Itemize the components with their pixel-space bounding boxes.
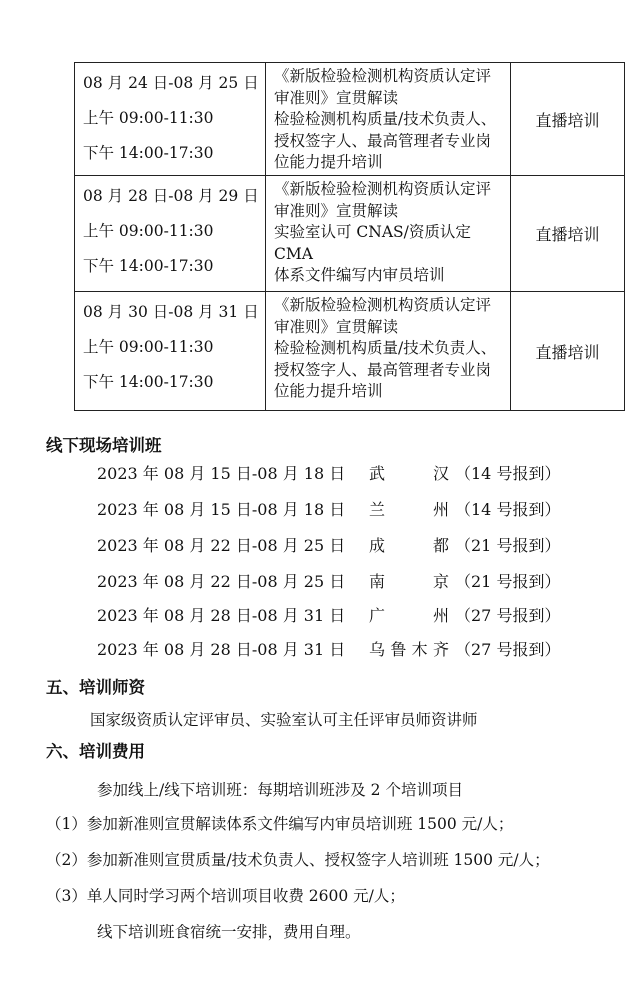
offline-session-row (97, 530, 567, 562)
session-afternoon: 下午 14:00-17:30 (83, 144, 214, 162)
offline-session-city: 乌鲁木齐 (369, 640, 449, 659)
content-line: 《新版检验检测机构资质认定评 (274, 296, 492, 314)
offline-session-row (97, 600, 567, 632)
offline-session-date: 2023 年 08 月 28 日-08 月 31 日 (97, 640, 346, 659)
offline-session-date: 2023 年 08 月 15 日-08 月 18 日 (97, 464, 346, 483)
fee-item: （2）参加新准则宣贯质量/技术负责人、授权签字人培训班 1500 元/人； (46, 851, 550, 869)
section-heading-fees: 六、培训费用 (46, 742, 145, 761)
session-date: 08 月 30 日-08 月 31 日 (83, 303, 259, 321)
session-time-cell (75, 176, 266, 292)
content-line: 位能力提升培训 (274, 382, 383, 400)
content-line: 检验检测机构质量/技术负责人、 (274, 339, 497, 357)
offline-session-date: 2023 年 08 月 22 日-08 月 25 日 (97, 536, 346, 555)
table-row (75, 176, 625, 292)
content-line: 检验检测机构质量/技术负责人、 (274, 110, 497, 128)
content-line: 审准则》宣贯解读 (274, 88, 399, 107)
session-date: 08 月 28 日-08 月 29 日 (83, 187, 259, 205)
session-morning: 上午 09:00-11:30 (83, 109, 214, 127)
offline-session-row (97, 494, 567, 526)
content-line: 审准则》宣贯解读 (274, 317, 399, 336)
offline-session-city: 南京 (369, 572, 449, 591)
content-line: 授权签字人、最高管理者专业岗 (274, 360, 492, 379)
offline-session-city: 武汉 (369, 464, 449, 483)
content-line: 《新版检验检测机构资质认定评 (274, 180, 492, 198)
fees-intro: 参加线上/线下培训班：每期培训班涉及 2 个培训项目 (97, 781, 463, 799)
content-line: 审准则》宣贯解读 (274, 201, 399, 220)
session-time-cell (75, 292, 266, 411)
offline-session-checkin: （14 号报到） (455, 464, 561, 483)
session-content-cell (266, 63, 511, 176)
fee-item: （3）单人同时学习两个培训项目收费 2600 元/人； (46, 887, 405, 905)
offline-session-checkin: （27 号报到） (455, 640, 561, 659)
content-line: 授权签字人、最高管理者专业岗 (274, 131, 492, 150)
offline-session-row (97, 566, 567, 598)
offline-session-checkin: （21 号报到） (455, 536, 561, 555)
table-row (75, 63, 625, 176)
offline-session-checkin: （27 号报到） (455, 606, 561, 625)
session-date: 08 月 24 日-08 月 25 日 (83, 74, 259, 92)
session-mode-cell: 直播培训 (511, 63, 625, 176)
offline-session-date: 2023 年 08 月 28 日-08 月 31 日 (97, 606, 346, 625)
session-afternoon: 下午 14:00-17:30 (83, 257, 214, 275)
offline-session-city: 兰州 (369, 500, 449, 519)
offline-session-city: 广州 (369, 606, 449, 625)
offline-session-row (97, 458, 567, 490)
session-content-cell (266, 176, 511, 292)
accommodation-note: 线下培训班食宿统一安排，费用自理。 (97, 923, 361, 941)
offline-session-city: 成都 (369, 536, 449, 555)
offline-session-row (97, 634, 567, 666)
offline-session-checkin: （14 号报到） (455, 500, 561, 519)
offline-session-date: 2023 年 08 月 22 日-08 月 25 日 (97, 572, 346, 591)
offline-training-heading: 线下现场培训班 (46, 436, 162, 455)
session-mode-cell: 直播培训 (511, 176, 625, 292)
content-line: 《新版检验检测机构资质认定评 (274, 67, 492, 85)
session-mode-cell: 直播培训 (511, 292, 625, 411)
session-morning: 上午 09:00-11:30 (83, 222, 214, 240)
session-afternoon: 下午 14:00-17:30 (83, 373, 214, 391)
content-line: 实验室认可 CNAS/资质认定 CMA (274, 223, 471, 263)
content-line: 体系文件编写内审员培训 (274, 266, 445, 284)
session-content-cell (266, 292, 511, 411)
content-line: 位能力提升培训 (274, 153, 383, 171)
session-time-cell (75, 63, 266, 176)
instructors-text: 国家级资质认定评审员、实验室认可主任评审员师资讲师 (90, 711, 478, 729)
fee-item: （1）参加新准则宣贯解读体系文件编写内审员培训班 1500 元/人； (46, 815, 514, 833)
section-heading-instructors: 五、培训师资 (46, 678, 145, 697)
live-training-schedule-table (74, 62, 625, 411)
table-row (75, 292, 625, 411)
offline-session-date: 2023 年 08 月 15 日-08 月 18 日 (97, 500, 346, 519)
session-morning: 上午 09:00-11:30 (83, 338, 214, 356)
offline-session-checkin: （21 号报到） (455, 572, 561, 591)
